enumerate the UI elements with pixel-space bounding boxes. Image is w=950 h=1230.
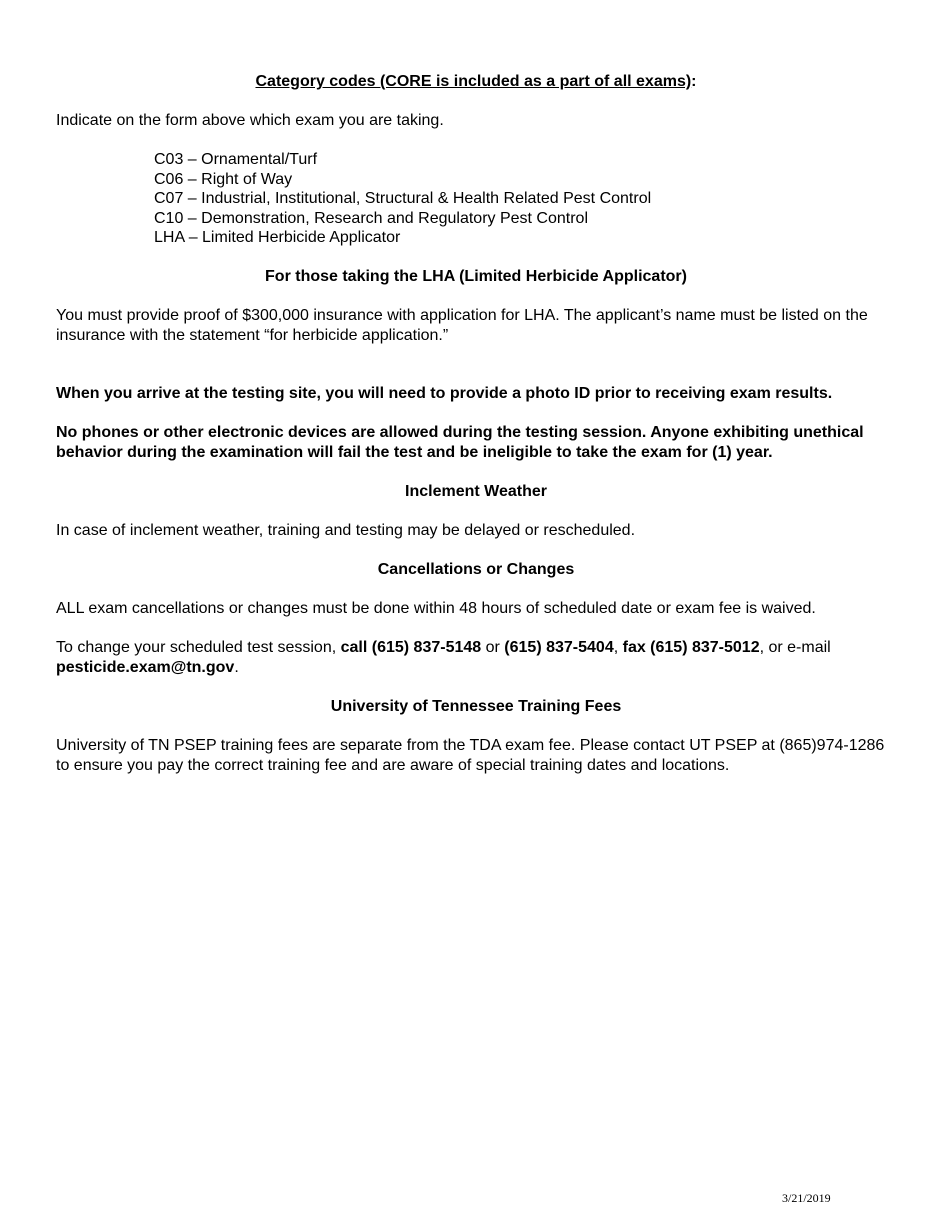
category-item-c10: C10 – Demonstration, Research and Regulatory Pest Control (154, 209, 588, 227)
ut-fees-heading: University of Tennessee Training Fees (330, 697, 622, 715)
category-item-lha: LHA – Limited Herbicide Applicator (154, 229, 401, 247)
lha-text: You must provide proof of $300,000 insurance with application for LHA. The applicant’s name must be listed on the insurance with the statement “for herbicide application.” (56, 306, 868, 344)
intro-text: Indicate on the form above which exam you are taking. (56, 112, 444, 129)
cancellations-text: ALL exam cancellations or changes must be done within 48 hours of scheduled date or exam fee is waived. (56, 599, 816, 617)
page-title (56, 72, 896, 92)
change-or-email: , or e-mail (759, 638, 831, 656)
ut-fees-text: University of TN PSEP training fees are separate from the TDA exam fee. Please contact UT PSEP at (865)974-1286 to ensure you pay the correct training fee and are aware of special training dates and locations. (56, 736, 885, 774)
footer-date: 3/21/2019 (782, 1191, 831, 1205)
photo-id-notice: When you arrive at the testing site, you will need to provide a photo ID prior to receiving exam results. (56, 384, 833, 402)
email-address: pesticide.exam@tn.gov (56, 658, 235, 676)
lha-heading: For those taking the LHA (Limited Herbicide Applicator) (265, 267, 687, 285)
change-session-text (56, 638, 896, 678)
category-item-c07: C07 – Industrial, Institutional, Structural & Health Related Pest Control (154, 190, 652, 208)
change-or: or (481, 638, 505, 656)
page-title-suffix: : (691, 73, 697, 90)
phones-notice: No phones or other electronic devices are allowed during the testing session. Anyone exhibiting unethical behavior during the examination will fail the test and be ineligible to take the exam for (1) year. (56, 423, 864, 461)
document-page (56, 72, 896, 776)
change-end: . (234, 658, 239, 676)
call-phone-2: (615) 837-5404 (504, 638, 614, 656)
change-comma: , (613, 638, 623, 656)
category-item-c06: C06 – Right of Way (154, 170, 293, 188)
call-phone-1: call (615) 837-5148 (340, 638, 482, 656)
fax-number: fax (615) 837-5012 (622, 638, 760, 656)
category-list (56, 150, 896, 248)
category-item-c03: C03 – Ornamental/Turf (154, 151, 318, 168)
weather-heading: Inclement Weather (405, 482, 547, 500)
weather-text: In case of inclement weather, training and testing may be delayed or rescheduled. (56, 521, 636, 539)
cancellations-heading: Cancellations or Changes (377, 560, 575, 578)
page-title-text: Category codes (CORE is included as a part of all exams) (255, 73, 692, 90)
change-prefix: To change your scheduled test session, (56, 638, 341, 656)
